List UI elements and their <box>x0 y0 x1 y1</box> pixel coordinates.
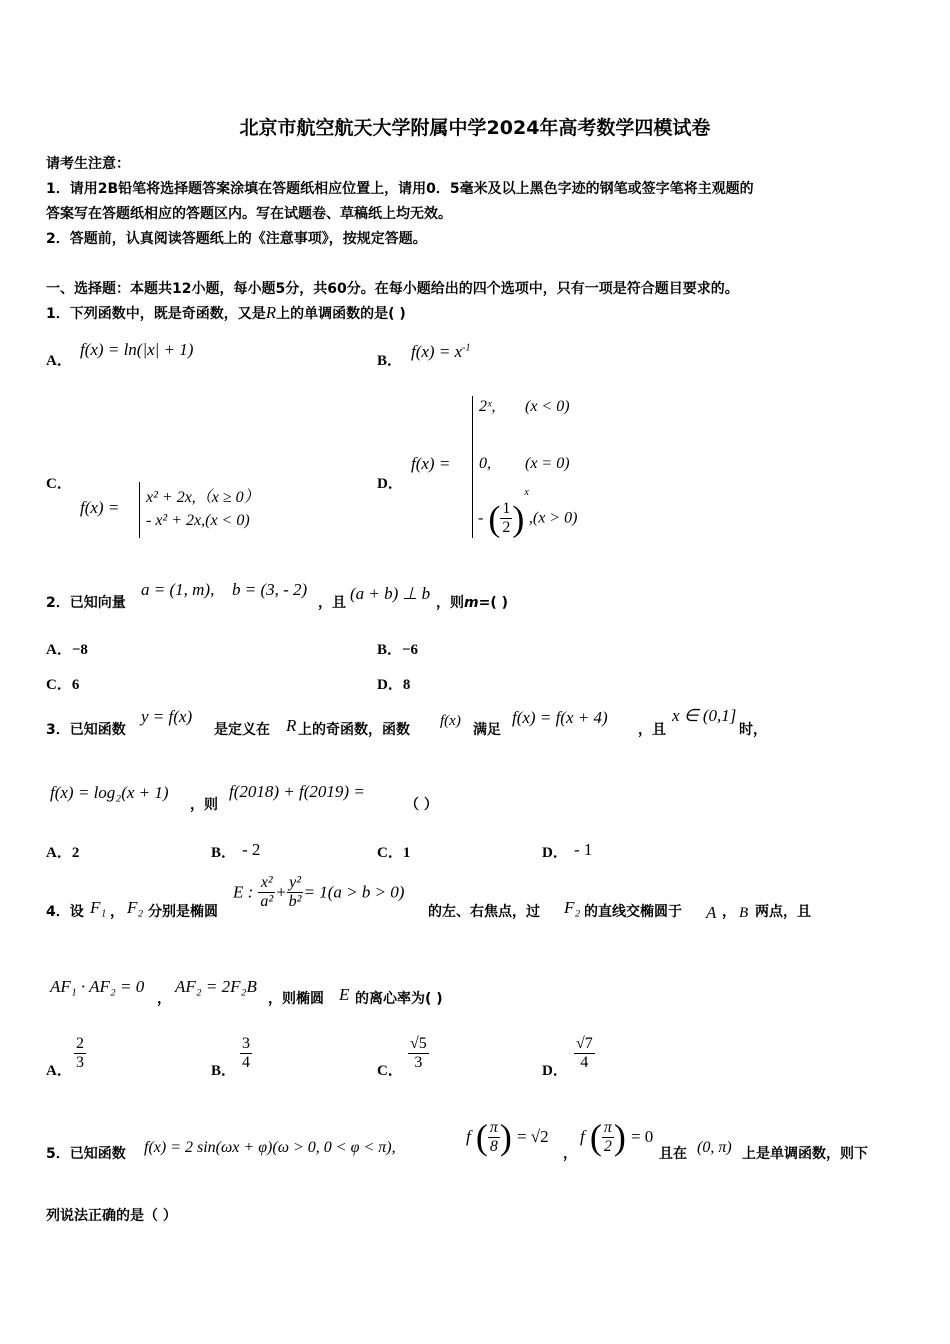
q3-option-a: A．2 <box>46 845 80 861</box>
q5-f-pi-8 <box>466 1116 549 1158</box>
q1-option-d-row2a: 0, <box>479 455 491 472</box>
q3-option-b-label: B． <box>211 845 237 861</box>
q5-stem-b: 且在 <box>659 1146 687 1162</box>
q3-option-b-value: - 2 <box>242 840 261 859</box>
q1-option-d-label: D． <box>377 476 403 492</box>
q1-option-d-row3-sup: x <box>524 487 529 498</box>
notice-line-1a: 1．请用2B铅笔将选择题答案涂填在答题纸相应位置上，请用0．5毫米及以上黑色字迹的钢笔或签字笔将主观题的 <box>46 181 754 197</box>
q2-condition: (a + b) ⊥ b <box>350 584 431 603</box>
q2-vec-a: a = (1, m), <box>141 580 215 599</box>
q4-option-c-label: C． <box>377 1063 403 1079</box>
q4-option-c-frac <box>408 1035 429 1072</box>
q1-stem <box>46 303 406 323</box>
q3-func-2: f(x) <box>440 713 461 729</box>
q5-stem-a: 5．已知函数 <box>46 1146 126 1162</box>
q4-option-c-num: √5 <box>410 1035 427 1052</box>
q1-option-b-expr <box>411 342 470 362</box>
q4-option-d-frac <box>574 1035 595 1072</box>
q1-option-c-lhs: f(x) = <box>80 498 120 517</box>
q3-line2-expr: f(x) = log₂(x + 1) <box>50 783 169 802</box>
q4-a2: a² <box>260 893 274 910</box>
q4-stem-b: 分别是椭圆 <box>148 904 218 920</box>
q2-stem-a: 2．已知向量 <box>46 595 126 611</box>
q5-pi8-den: 8 <box>489 1137 498 1155</box>
q1-option-d-half <box>500 500 512 537</box>
q4-comma: ， <box>110 904 124 920</box>
q4-A: A <box>706 903 717 922</box>
q5-f-pi-2-lhs: f <box>580 1127 585 1146</box>
q4-option-b-frac <box>240 1035 252 1072</box>
q2-option-c: C．6 <box>46 677 80 693</box>
q3-stem-b: 是定义在 <box>214 722 270 738</box>
q2-option-d: D．8 <box>377 677 411 693</box>
q1-option-d-half-den: 2 <box>502 519 511 536</box>
q4-option-d-label: D． <box>542 1063 568 1079</box>
q3-func-1: y = f(x) <box>141 707 193 726</box>
q1-option-c-row1: x² + 2x,（x ≥ 0） <box>146 489 260 506</box>
q2-vec-b: b = (3, - 2) <box>232 580 308 599</box>
notice-line-1b: 答案写在答题纸相应的答题区内。写在试题卷、草稿纸上均无效。 <box>46 206 452 222</box>
q1-option-c-row2: - x² + 2x,(x < 0) <box>146 512 250 529</box>
q3-stem-d: 满足 <box>473 722 501 738</box>
q4-eq-tail: = 1(a > b > 0) <box>303 882 405 902</box>
q5-pi8-rparen: ) <box>499 1117 512 1157</box>
q2-stem-c: ，则 <box>436 595 464 611</box>
q4-F1: F₁ <box>90 898 107 917</box>
q1-option-d-row1b: (x < 0) <box>525 398 570 415</box>
q2-stem-b: ，且 <box>318 595 346 611</box>
q5-line2: 列说法正确的是（ ） <box>46 1208 177 1224</box>
q3-option-d-label: D． <box>542 845 568 861</box>
q3-stem-e: ，且 <box>638 722 666 738</box>
q1-option-a-label: A． <box>46 353 72 369</box>
q3-stem-c: 上的奇函数，函数 <box>298 722 410 738</box>
q1-option-c-brace <box>139 482 140 538</box>
q5-pi2-num: π <box>603 1118 612 1136</box>
q5-f-pi-2-rhs: = 0 <box>630 1127 654 1146</box>
q4-option-b-num: 3 <box>242 1035 250 1052</box>
q4-option-b-label: B． <box>211 1063 237 1079</box>
q1-option-d-row2b: (x = 0) <box>525 455 570 472</box>
q4-stem-e: 两点，且 <box>755 904 811 920</box>
q3-func-4: x ∈ (0,1] <box>672 706 737 725</box>
q4-b2: b² <box>288 893 302 910</box>
q4-frac-x <box>258 874 275 911</box>
q1-option-b-label: B． <box>377 353 403 369</box>
q3-stem-a: 3．已知函数 <box>46 722 126 738</box>
q4-x2: x² <box>258 874 275 893</box>
q4-y2: y² <box>287 874 304 893</box>
q4-stem-d: 的直线交椭圆于 <box>584 904 682 920</box>
q4-line2-E: E <box>339 985 350 1004</box>
q2-m: m <box>464 595 479 611</box>
q4-line2-comma: ， <box>157 991 171 1007</box>
notice-heading: 请考生注意： <box>46 156 130 172</box>
q4-frac-y <box>287 874 304 911</box>
q5-pi2-frac <box>602 1119 614 1156</box>
q4-option-a-num: 2 <box>76 1035 84 1052</box>
q1-option-d-row1a: 2ˣ, <box>479 398 496 415</box>
q5-f-pi-8-rhs: = √2 <box>516 1127 549 1146</box>
q3-stem-f: 时， <box>739 722 767 738</box>
q5-f-pi-2 <box>580 1116 653 1158</box>
q4-option-d-den: 4 <box>580 1054 589 1071</box>
q5-pi8-lparen: ( <box>475 1117 488 1157</box>
q4-line2-expr1: AF₁ · AF₂ = 0 <box>50 977 145 996</box>
q4-ellipse-equation <box>233 874 404 911</box>
q4-stem-a: 4．设 <box>46 904 84 920</box>
q2-option-a: A．−8 <box>46 642 88 658</box>
q1-option-b-sup: -1 <box>462 342 471 354</box>
q3-line2-b: ，则 <box>190 797 218 813</box>
q3-line2-expr2: f(2018) + f(2019) = <box>229 782 365 801</box>
q4-option-a-frac <box>74 1035 86 1072</box>
q1-option-a-expr: f(x) = ln(|x| + 1) <box>80 340 194 359</box>
q1-option-c-label: C． <box>46 476 72 492</box>
q4-option-a-den: 3 <box>76 1054 84 1071</box>
q5-func-expr: f(x) = 2 sin(ωx + φ)(ω > 0, 0 < φ < π), <box>144 1139 396 1156</box>
notice-line-2: 2．答题前，认真阅读答题纸上的《注意事项》，按规定答题。 <box>46 231 427 247</box>
q4-option-b-den: 4 <box>242 1054 250 1071</box>
section-heading: 一、选择题：本题共12小题，每小题5分，共60分。在每小题给出的四个选项中，只有一项是符合题目要求的。 <box>46 281 739 297</box>
q4-line2-c: 的离心率为( ) <box>355 991 443 1007</box>
q4-stem-c: 的左、右焦点，过 <box>428 904 540 920</box>
q2-stem-tail <box>436 592 508 612</box>
q5-pi8-num: π <box>489 1118 498 1136</box>
q1-option-d-brace <box>472 396 473 538</box>
q1-option-d-row3b: ,(x > 0) <box>528 509 578 527</box>
q1-option-d-rparen: ) <box>512 498 525 539</box>
q5-stem-c: 上是单调函数，则下 <box>742 1146 868 1162</box>
q5-interval: (0, π) <box>697 1139 732 1156</box>
q4-F2: F₂ <box>127 898 144 917</box>
q4-plus: + <box>275 882 287 902</box>
q1-stem-var: R <box>265 303 277 322</box>
q3-option-d-value: - 1 <box>574 840 593 859</box>
page-title: 北京市航空航天大学附属中学2024年高考数学四模试卷 <box>239 117 711 139</box>
q2-option-b: B．−6 <box>377 642 419 658</box>
q5-f-pi-8-lhs: f <box>466 1127 471 1146</box>
q5-comma: ， <box>563 1146 577 1162</box>
q2-stem-d: =( ) <box>478 595 508 611</box>
q5-pi2-rparen: ) <box>613 1117 626 1157</box>
q4-option-a-label: A． <box>46 1063 72 1079</box>
q3-option-c: C．1 <box>377 845 411 861</box>
q3-func-3: f(x) = f(x + 4) <box>512 708 608 727</box>
q4-B: B <box>739 905 749 921</box>
q4-option-c-den: 3 <box>414 1054 423 1071</box>
q4-line2-expr2: AF₂ = 2F₂B <box>175 977 257 996</box>
q1-stem-b: 上的单调函数的是( ) <box>276 306 406 322</box>
q5-pi2-lparen: ( <box>589 1117 602 1157</box>
q5-pi8-frac <box>488 1119 500 1156</box>
q4-comma-2: ， <box>722 904 736 920</box>
q4-option-d-num: √7 <box>576 1035 593 1052</box>
q1-option-d-half-num: 1 <box>502 500 511 517</box>
q5-pi2-den: 2 <box>603 1137 612 1155</box>
q3-R: R <box>286 716 297 735</box>
q1-option-d-lhs: f(x) = <box>411 454 451 473</box>
q1-stem-a: 1．下列函数中，既是奇函数，又是 <box>46 306 266 322</box>
q1-option-d-lparen: ( <box>488 498 501 539</box>
q1-option-d-row3-minus: - <box>478 509 484 527</box>
q1-option-d-row3 <box>478 487 577 540</box>
q4-line2-b: ，则椭圆 <box>268 991 324 1007</box>
q1-option-b-main: f(x) = x <box>411 342 463 361</box>
q3-line2-c: （ ） <box>405 797 438 813</box>
q4-F2-b: F₂ <box>564 898 581 917</box>
q4-E-lhs: E : <box>233 882 254 902</box>
